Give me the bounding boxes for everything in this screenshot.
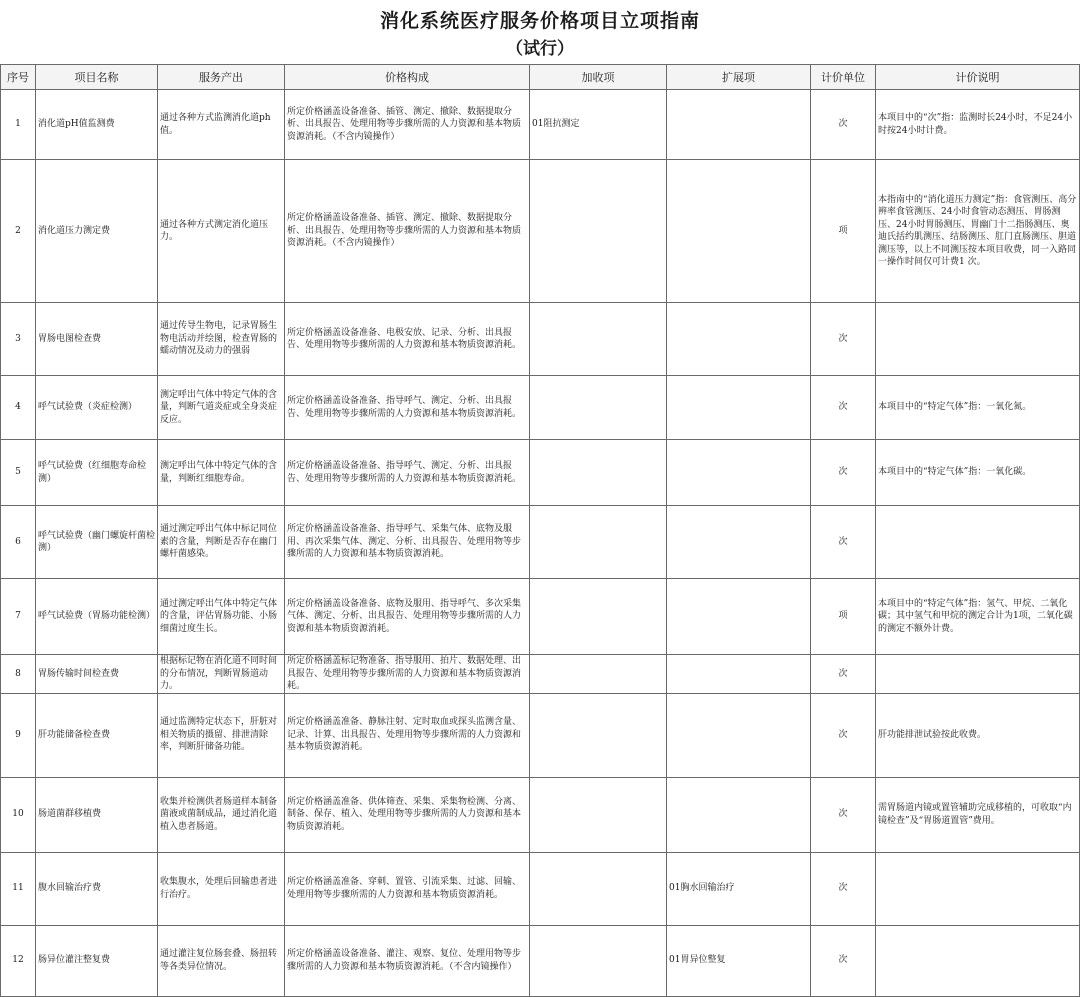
cell-name: 肠异位灌注整复费 (36, 925, 158, 996)
cell-unit: 次 (811, 90, 876, 160)
cell-extension (667, 90, 811, 160)
table-header-row (1, 65, 1080, 90)
cell-composition: 所定价格涵盖设备准备、指导呼气、采集气体、底物及服用、再次采集气体、测定、分析、出具报告、处理用物等步骤所需的人力资源和基本物质资源消耗。 (285, 506, 530, 579)
cell-no: 1 (1, 90, 36, 160)
cell-unit: 次 (811, 777, 876, 852)
cell-output: 通过灌注复位肠套叠、肠扭转等各类异位情况。 (158, 925, 285, 996)
header-no: 序号 (1, 65, 36, 90)
cell-composition: 所定价格涵盖设备准备、插管、测定、撤除、数据提取分析、出具报告、处理用物等步骤所需的人力资源和基本物质资源消耗。（不含内镜操作） (285, 160, 530, 303)
cell-surcharge (530, 693, 667, 777)
cell-composition: 所定价格涵盖设备准备、插管、测定、撤除、数据提取分析、出具报告、处理用物等步骤所需的人力资源和基本物质资源消耗。（不含内镜操作） (285, 90, 530, 160)
cell-extension (667, 440, 811, 506)
cell-unit: 次 (811, 852, 876, 925)
cell-name: 呼气试验费（幽门螺旋杆菌检测） (36, 506, 158, 579)
cell-surcharge (530, 506, 667, 579)
cell-output: 收集并检测供者肠道样本制备菌液或菌制成品，通过消化道植入患者肠道。 (158, 777, 285, 852)
cell-composition: 所定价格涵盖设备准备、灌注、观察、复位、处理用物等步骤所需的人力资源和基本物质资源消耗。（不含内镜操作） (285, 925, 530, 996)
cell-note: 本项目中的“特定气体”指：一氧化碳。 (876, 440, 1080, 506)
cell-name: 肠道菌群移植费 (36, 777, 158, 852)
table-body (1, 90, 1080, 997)
cell-extension (667, 506, 811, 579)
cell-extension: 01胃异位整复 (667, 925, 811, 996)
page-title: 消化系统医疗服务价格项目立项指南 (379, 10, 700, 32)
header-unit: 计价单位 (811, 65, 876, 90)
header-note: 计价说明 (876, 65, 1080, 90)
cell-composition: 所定价格涵盖准备、穿刺、置管、引流采集、过滤、回输、处理用物等步骤所需的人力资源和基本物质资源消耗。 (285, 852, 530, 925)
cell-name: 呼气试验费（胃肠功能检测） (36, 579, 158, 655)
table-row (1, 852, 1080, 925)
cell-unit: 次 (811, 303, 876, 376)
cell-surcharge (530, 303, 667, 376)
cell-no: 9 (1, 693, 36, 777)
cell-no: 4 (1, 376, 36, 440)
cell-no: 3 (1, 303, 36, 376)
cell-extension (667, 693, 811, 777)
cell-note (876, 852, 1080, 925)
cell-surcharge (530, 160, 667, 303)
cell-unit: 次 (811, 440, 876, 506)
cell-output: 通过传导生物电，记录胃肠生物电活动并绘图，检查胃肠的蠕动情况及动力的强弱 (158, 303, 285, 376)
cell-name: 腹水回输治疗费 (36, 852, 158, 925)
cell-extension (667, 579, 811, 655)
table-row (1, 376, 1080, 440)
table-row (1, 777, 1080, 852)
cell-extension (667, 376, 811, 440)
price-guide-table (0, 64, 1080, 997)
cell-surcharge (530, 777, 667, 852)
cell-output: 测定呼出气体中特定气体的含量，判断红细胞寿命。 (158, 440, 285, 506)
table-row (1, 90, 1080, 160)
cell-composition: 所定价格涵盖准备、供体筛查、采集、采集物检测、分离、制备、保存、植入、处理用物等步骤所需的人力资源和基本物质资源消耗。 (285, 777, 530, 852)
header-output: 服务产出 (158, 65, 285, 90)
cell-unit: 次 (811, 506, 876, 579)
cell-note: 需胃肠道内镜或置管辅助完成移植的，可收取“内镜检查”及“胃肠道置管”费用。 (876, 777, 1080, 852)
cell-no: 5 (1, 440, 36, 506)
table-row (1, 160, 1080, 303)
cell-output: 测定呼出气体中特定气体的含量，判断气道炎症或全身炎症反应。 (158, 376, 285, 440)
cell-note (876, 506, 1080, 579)
cell-name: 消化道pH值监测费 (36, 90, 158, 160)
table-row (1, 925, 1080, 996)
table-row (1, 655, 1080, 694)
header-composition: 价格构成 (285, 65, 530, 90)
cell-surcharge (530, 376, 667, 440)
cell-no: 7 (1, 579, 36, 655)
cell-surcharge (530, 579, 667, 655)
cell-unit: 次 (811, 376, 876, 440)
cell-composition: 所定价格涵盖设备准备、电极安放、记录、分析、出具报告、处理用物等步骤所需的人力资源和基本物质资源消耗。 (285, 303, 530, 376)
cell-composition: 所定价格涵盖准备、静脉注射、定时取血或探头监测含量、记录、计算、出具报告、处理用物等步骤所需的人力资源和基本物质资源消耗。 (285, 693, 530, 777)
cell-no: 11 (1, 852, 36, 925)
cell-surcharge (530, 440, 667, 506)
cell-name: 呼气试验费（红细胞寿命检测） (36, 440, 158, 506)
header-name: 项目名称 (36, 65, 158, 90)
cell-output: 通过测定呼出气体中特定气体的含量，评估胃肠功能、小肠细菌过度生长。 (158, 579, 285, 655)
cell-output: 收集腹水，处理后回输患者进行治疗。 (158, 852, 285, 925)
cell-output: 通过监测特定状态下，肝脏对相关物质的摄留、排泄清除率，判断肝储备功能。 (158, 693, 285, 777)
cell-name: 呼气试验费（炎症检测） (36, 376, 158, 440)
cell-output: 通过测定呼出气体中标记同位素的含量，判断是否存在幽门螺杆菌感染。 (158, 506, 285, 579)
cell-unit: 次 (811, 925, 876, 996)
table-row (1, 303, 1080, 376)
table-row (1, 693, 1080, 777)
cell-unit: 项 (811, 160, 876, 303)
table-row (1, 440, 1080, 506)
header-extension: 扩展项 (667, 65, 811, 90)
cell-extension (667, 303, 811, 376)
cell-extension (667, 655, 811, 694)
cell-note: 本项目中的“次”指：监测时长24小时，不足24小时按24小时计费。 (876, 90, 1080, 160)
cell-composition: 所定价格涵盖设备准备、指导呼气、测定、分析、出具报告、处理用物等步骤所需的人力资源和基本物质资源消耗。 (285, 440, 530, 506)
cell-name: 胃肠传输时间检查费 (36, 655, 158, 694)
table-row (1, 506, 1080, 579)
cell-surcharge (530, 852, 667, 925)
cell-no: 2 (1, 160, 36, 303)
title-block (0, 0, 1080, 63)
cell-composition: 所定价格涵盖设备准备、底物及服用、指导呼气、多次采集气体、测定、分析、出具报告、处理用物等步骤所需的人力资源和基本物质资源消耗。 (285, 579, 530, 655)
cell-note (876, 925, 1080, 996)
cell-composition: 所定价格涵盖设备准备、指导呼气、测定、分析、出具报告、处理用物等步骤所需的人力资源和基本物质资源消耗。 (285, 376, 530, 440)
cell-no: 6 (1, 506, 36, 579)
cell-surcharge (530, 655, 667, 694)
cell-unit: 次 (811, 655, 876, 694)
cell-no: 12 (1, 925, 36, 996)
cell-output: 根据标记物在消化道不同时间的分布情况，判断胃肠道动力。 (158, 655, 285, 694)
cell-no: 10 (1, 777, 36, 852)
cell-name: 消化道压力测定费 (36, 160, 158, 303)
cell-note: 本项目中的“特定气体”指：氢气、甲烷、二氧化碳；其中氢气和甲烷的测定合计为1项，二氧化碳的测定不额外计费。 (876, 579, 1080, 655)
cell-name: 肝功能储备检查费 (36, 693, 158, 777)
cell-extension (667, 777, 811, 852)
cell-extension: 01胸水回输治疗 (667, 852, 811, 925)
cell-surcharge (530, 925, 667, 996)
table-row (1, 579, 1080, 655)
page-subtitle: （试行） (506, 39, 574, 59)
cell-output: 通过各种方式测定消化道压力。 (158, 160, 285, 303)
cell-note: 本指南中的“消化道压力测定”指：食管测压、高分辨率食管测压、24小时食管动态测压、胃肠测压、24小时胃肠测压、胃幽门十二指肠测压、奥迪氏括约肌测压、结肠测压、肛门直肠测压、胆道测压等，以上不同测压按本项目收费，同一入路同一操作时间仅可计费1 次。 (876, 160, 1080, 303)
cell-output: 通过各种方式监测消化道ph值。 (158, 90, 285, 160)
cell-extension (667, 160, 811, 303)
cell-name: 胃肠电图检查费 (36, 303, 158, 376)
cell-note (876, 303, 1080, 376)
cell-surcharge: 01阻抗测定 (530, 90, 667, 160)
cell-unit: 次 (811, 693, 876, 777)
cell-note: 本项目中的“特定气体”指：一氧化氮。 (876, 376, 1080, 440)
cell-unit: 项 (811, 579, 876, 655)
cell-composition: 所定价格涵盖标记物准备、指导服用、拍片、数据处理、出具报告、处理用物等步骤所需的人力资源和基本物质资源消耗。 (285, 655, 530, 694)
cell-note (876, 655, 1080, 694)
header-surcharge: 加收项 (530, 65, 667, 90)
cell-no: 8 (1, 655, 36, 694)
cell-note: 肝功能排泄试验按此收费。 (876, 693, 1080, 777)
